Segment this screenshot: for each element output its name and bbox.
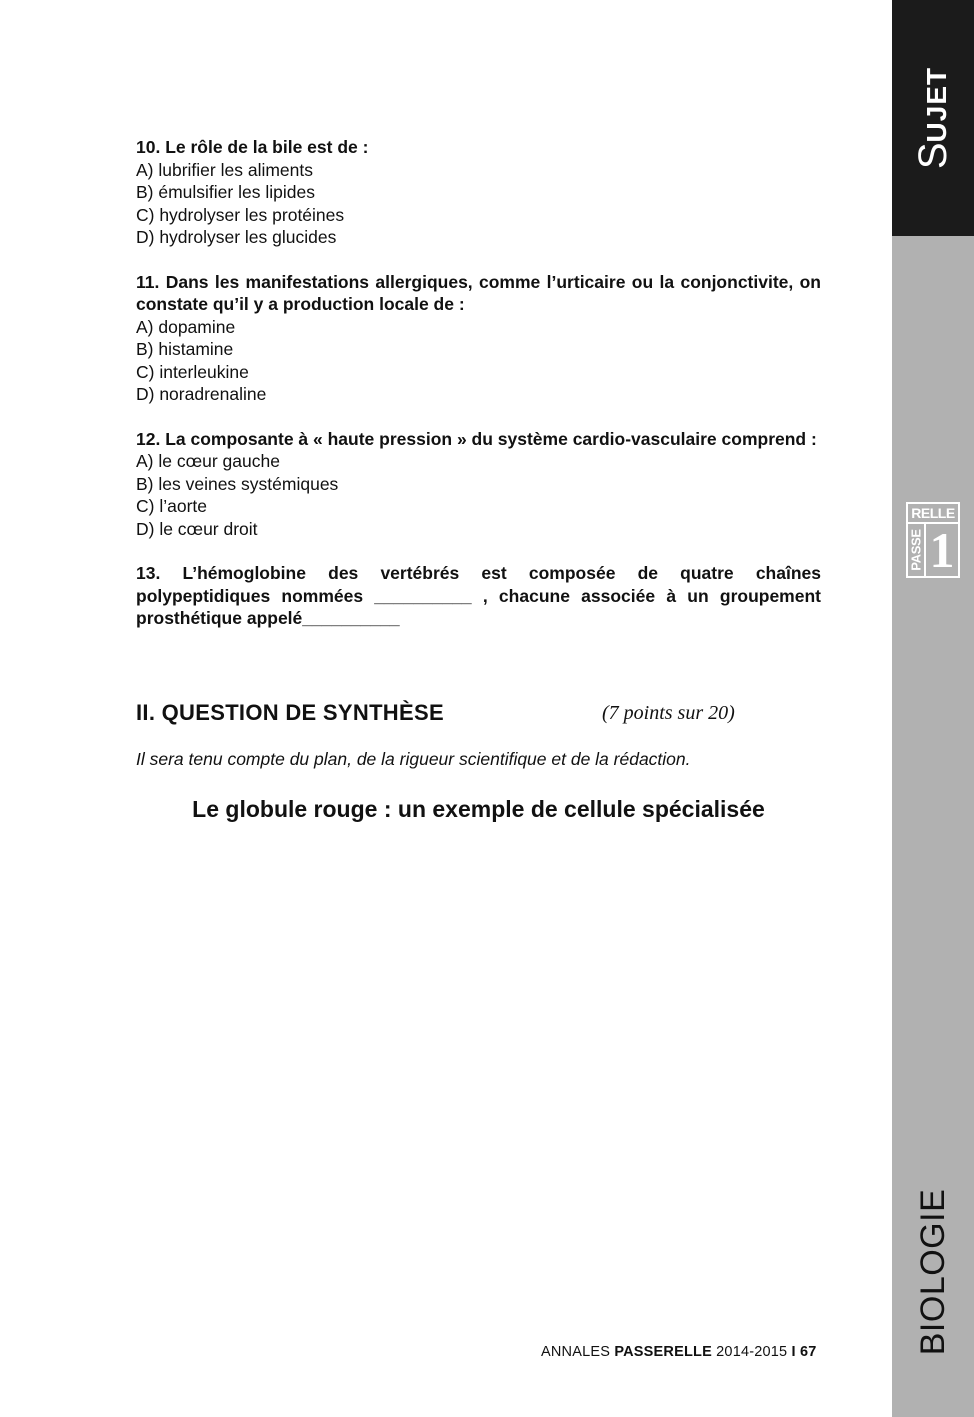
- section-points: (7 points sur 20): [602, 702, 735, 724]
- subject-label: BIOLOGIE: [914, 1188, 952, 1356]
- option-d: D) noradrenaline: [136, 384, 267, 404]
- section-header: [136, 700, 836, 732]
- sujet-label: [913, 67, 953, 169]
- footer-prefix: ANNALES: [541, 1344, 615, 1360]
- page-footer: [541, 1344, 817, 1360]
- option-b: B) histamine: [136, 339, 234, 359]
- synthesis-subject: Le globule rouge : un exemple de cellule spécialisée: [192, 796, 765, 822]
- option-d: D) le cœur droit: [136, 518, 258, 539]
- question-title: 12. La composante à « haute pression » du système cardio-vasculaire comprend :: [136, 428, 817, 449]
- footer-page-number: I 67: [791, 1344, 817, 1360]
- sujet-initial: S: [911, 142, 955, 170]
- option-a: A) dopamine: [136, 316, 236, 337]
- logo-top-text: RELLE: [908, 504, 958, 524]
- option-b: B) émulsifier les lipides: [136, 182, 315, 202]
- option-c: C) l’aorte: [136, 496, 207, 516]
- option-d: D) hydrolyser les glucides: [136, 227, 337, 247]
- logo-side-box: [908, 524, 926, 576]
- question-13: [136, 562, 821, 630]
- option-a: A) le cœur gauche: [136, 451, 280, 471]
- option-b: B) les veines systémiques: [136, 473, 339, 494]
- passerelle-logo: [906, 502, 960, 578]
- question-11: [136, 271, 821, 406]
- option-c: C) hydrolyser les protéines: [136, 204, 345, 225]
- logo-number: 1: [929, 522, 955, 578]
- question-12: [136, 428, 821, 541]
- option-a: A) lubrifier les aliments: [136, 159, 313, 180]
- logo-side-text: PASSE: [908, 529, 924, 571]
- question-title: 13. L’hémoglobine des vertébrés est composée de quatre chaînes polypeptidiques nommées __________ , chacune associée à un groupement prosthétique appelé__________: [136, 563, 821, 628]
- footer-years: 2014-2015: [711, 1344, 792, 1360]
- section-note: Il sera tenu compte du plan, de la rigueur scientifique et de la rédaction.: [136, 749, 691, 769]
- question-title: 10. Le rôle de la bile est de :: [136, 137, 369, 157]
- option-c: C) interleukine: [136, 361, 249, 382]
- sujet-rest: UJET: [921, 66, 952, 143]
- question-title: 11. Dans les manifestations allergiques, comme l’urticaire ou la conjonctivite, on constate qu’il y a production locale de :: [136, 271, 821, 314]
- questions-list: [136, 136, 821, 652]
- question-10: [136, 136, 821, 249]
- section-title: II. QUESTION DE SYNTHÈSE: [136, 700, 444, 725]
- footer-brand: PASSERELLE: [614, 1344, 712, 1360]
